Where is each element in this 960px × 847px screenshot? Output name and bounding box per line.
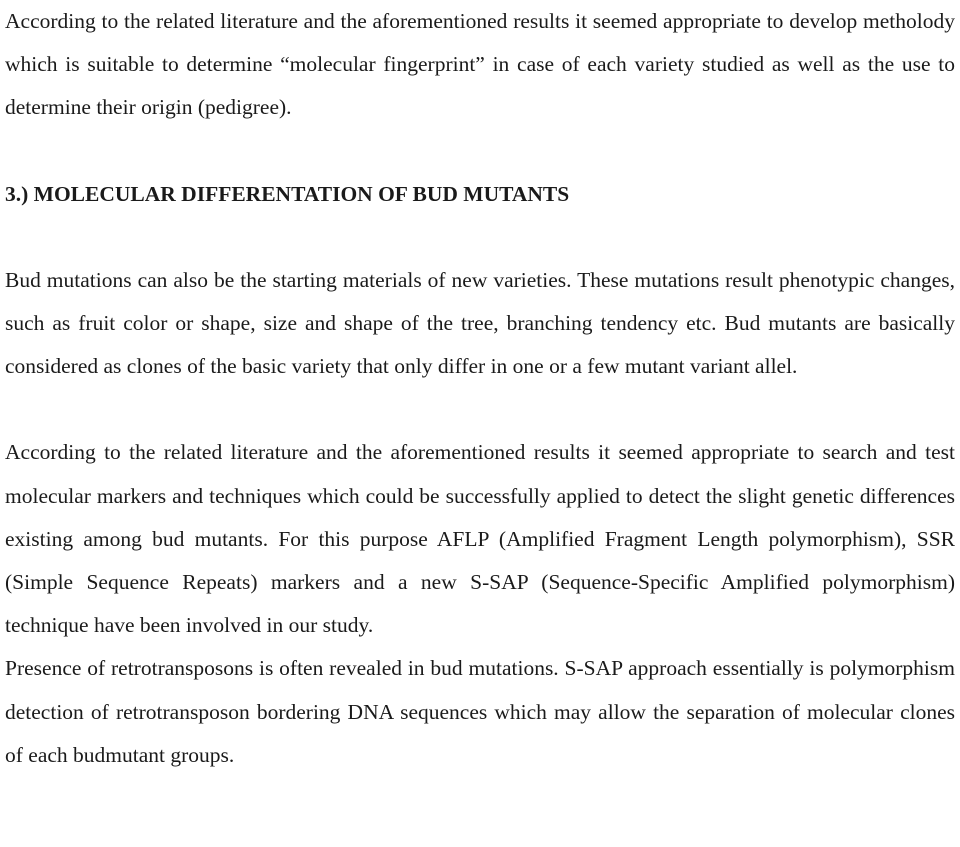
retrotransposons-paragraph: Presence of retrotransposons is often revealed in bud mutations. S-SAP approach essentially is polymorphism detection of retrotransposon bordering DNA sequences which may allow the separation of molecular clones of each budmutant groups. bbox=[5, 656, 955, 767]
molecular-markers-paragraph: According to the related literature and the aforementioned results it seemed appropriate to search and test molecular markers and techniques which could be successfully applied to detect the slight genetic differences existing among bud mutants. For this purpose AFLP (Amplified Fragment Length polymorphism), SSR (Simple Sequence Repeats) markers and a new S-SAP (Sequence-Specific Amplified polymorphism) technique have been involved in our study. bbox=[5, 440, 955, 638]
document-page bbox=[5, 0, 955, 777]
bud-mutations-paragraph: Bud mutations can also be the starting materials of new varieties. These mutations result phenotypic changes, such as fruit color or shape, size and shape of the tree, branching tendency etc. Bud mutants are basically considered as clones of the basic variety that only differ in one or a few mutant variant allel. bbox=[5, 267, 955, 379]
intro-paragraph: According to the related literature and the aforementioned results it seemed appropriate to develop metholody which is suitable to determine “molecular fingerprint” in case of each variety studied as well as the use to determine their origin (pedigree). bbox=[5, 9, 955, 120]
section-heading: 3.) MOLECULAR DIFFERENTATION OF BUD MUTANTS bbox=[5, 181, 570, 206]
